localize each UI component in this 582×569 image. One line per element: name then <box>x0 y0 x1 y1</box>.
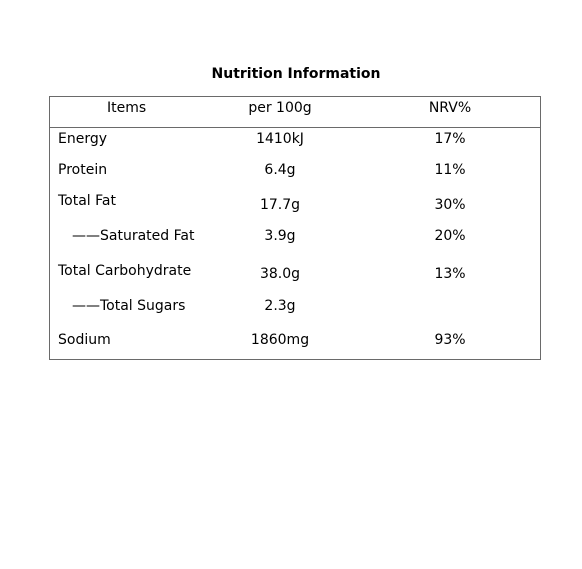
header-per-100g: per 100g <box>248 100 312 116</box>
row-sodium-nrv: 93% <box>434 332 466 348</box>
row-total-carbohydrate-nrv: 13% <box>434 266 466 282</box>
nutrition-title: Nutrition Information <box>211 66 381 82</box>
nutrition-table <box>49 96 541 360</box>
row-protein-nrv: 11% <box>434 162 466 178</box>
row-total-fat-item: Total Fat <box>58 193 116 209</box>
row-protein-per: 6.4g <box>264 162 296 178</box>
row-protein-item: Protein <box>58 162 108 178</box>
row-total-carbohydrate-item: Total Carbohydrate <box>58 263 192 279</box>
row-saturated-fat-per: 3.9g <box>264 228 296 244</box>
row-energy-item: Energy <box>58 131 108 147</box>
row-saturated-fat-item: ——Saturated Fat <box>72 228 195 244</box>
row-saturated-fat-nrv: 20% <box>434 228 466 244</box>
header-items: Items <box>107 100 147 116</box>
row-energy-nrv: 17% <box>434 131 466 147</box>
row-total-sugars-per: 2.3g <box>264 298 296 314</box>
row-sodium-per: 1860mg <box>250 332 310 348</box>
header-divider <box>50 127 540 128</box>
row-sodium-item: Sodium <box>58 332 111 348</box>
row-total-sugars-item: ——Total Sugars <box>72 298 186 314</box>
row-total-carbohydrate-per: 38.0g <box>259 266 301 282</box>
header-nrv: NRV% <box>428 100 472 116</box>
row-total-fat-nrv: 30% <box>434 197 466 213</box>
row-total-fat-per: 17.7g <box>259 197 301 213</box>
row-energy-per: 1410kJ <box>256 131 304 147</box>
